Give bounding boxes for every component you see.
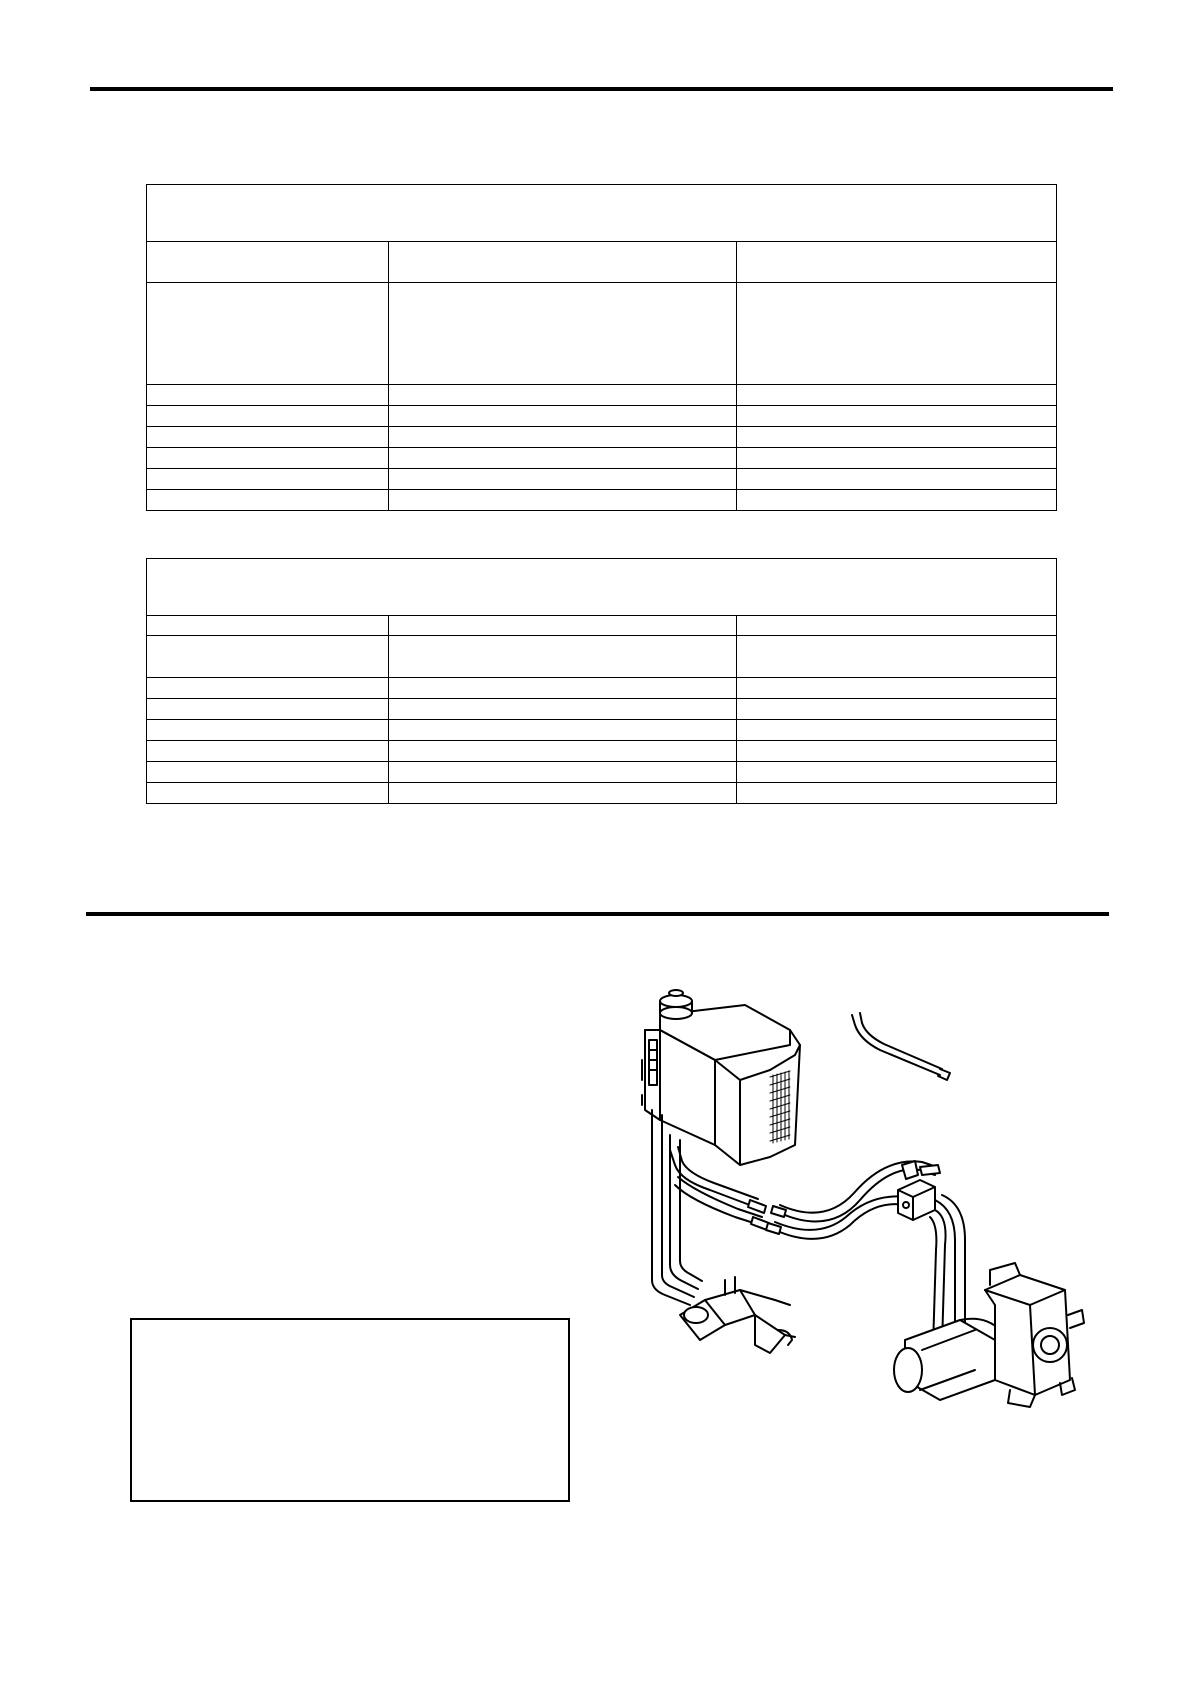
spec-table-1 bbox=[146, 184, 1057, 511]
table-cell bbox=[147, 427, 389, 448]
table-2-header-cell bbox=[389, 616, 737, 636]
table-1-header-cell bbox=[147, 242, 389, 283]
section-rule bbox=[86, 912, 1109, 916]
table-cell bbox=[737, 699, 1057, 720]
table-cell bbox=[389, 720, 737, 741]
table-cell bbox=[389, 406, 737, 427]
table-cell bbox=[389, 699, 737, 720]
table-cell bbox=[737, 469, 1057, 490]
table-cell bbox=[147, 406, 389, 427]
table-cell bbox=[147, 720, 389, 741]
note-box bbox=[130, 1318, 570, 1502]
table-cell bbox=[147, 283, 389, 385]
table-1-title bbox=[147, 185, 1057, 242]
table-cell bbox=[389, 427, 737, 448]
top-rule bbox=[90, 87, 1113, 91]
table-cell bbox=[147, 448, 389, 469]
table-cell bbox=[389, 636, 737, 678]
spec-table-2 bbox=[146, 558, 1057, 804]
table-cell bbox=[389, 490, 737, 511]
hydraulic-oil-tank bbox=[645, 1005, 800, 1165]
table-cell bbox=[737, 385, 1057, 406]
table-1-header-cell bbox=[389, 242, 737, 283]
table-cell bbox=[737, 762, 1057, 783]
table-cell bbox=[737, 448, 1057, 469]
table-cell bbox=[147, 699, 389, 720]
table-cell bbox=[737, 678, 1057, 699]
table-2-header-cell bbox=[737, 616, 1057, 636]
filler-cap-icon bbox=[660, 990, 692, 1019]
table-cell bbox=[737, 783, 1057, 804]
return-hose-icon bbox=[852, 1013, 950, 1080]
table-cell bbox=[389, 741, 737, 762]
table-cell bbox=[389, 448, 737, 469]
table-cell bbox=[737, 427, 1057, 448]
table-cell bbox=[389, 678, 737, 699]
table-2-header-cell bbox=[147, 616, 389, 636]
table-cell bbox=[147, 783, 389, 804]
table-cell bbox=[147, 385, 389, 406]
table-cell bbox=[147, 469, 389, 490]
table-cell bbox=[737, 636, 1057, 678]
table-cell bbox=[147, 762, 389, 783]
table-cell bbox=[147, 490, 389, 511]
hydraulic-system-illustration bbox=[590, 985, 1100, 1425]
table-1-header-cell bbox=[737, 242, 1057, 283]
table-cell bbox=[389, 469, 737, 490]
table-cell bbox=[389, 762, 737, 783]
table-cell bbox=[737, 490, 1057, 511]
table-2-title bbox=[147, 559, 1057, 616]
table-cell bbox=[737, 720, 1057, 741]
table-cell bbox=[389, 783, 737, 804]
table-cell bbox=[147, 741, 389, 762]
table-cell bbox=[389, 283, 737, 385]
table-cell bbox=[147, 636, 389, 678]
table-cell bbox=[737, 283, 1057, 385]
table-cell bbox=[737, 406, 1057, 427]
table-cell bbox=[389, 385, 737, 406]
table-cell bbox=[737, 741, 1057, 762]
table-cell bbox=[147, 678, 389, 699]
gear-pump-icon bbox=[894, 1263, 1084, 1407]
